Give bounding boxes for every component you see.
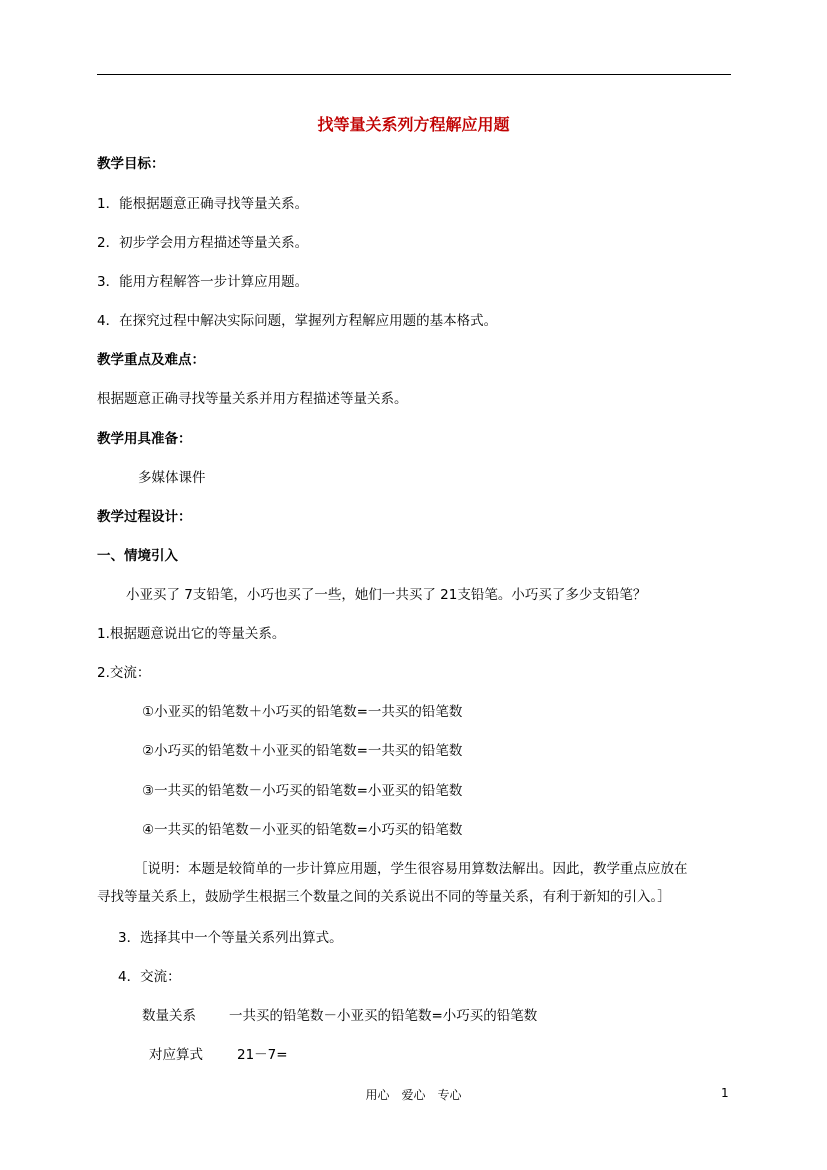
- relation-label: 数量关系: [142, 1008, 196, 1024]
- footer-text: 用心 爱心 专心: [365, 1088, 462, 1102]
- document-title: 找等量关系列方程解应用题: [317, 115, 510, 134]
- note-text-line-1: ［说明：本题是较简单的一步计算应用题，学生很容易用算数法解出。因此，教学重点应放在: [134, 861, 688, 877]
- relation-item: ③一共买的铅笔数－小巧买的铅笔数=小亚买的铅笔数: [142, 783, 463, 799]
- relation-value: 一共买的铅笔数－小亚买的铅笔数=小巧买的铅笔数: [229, 1008, 538, 1024]
- step-4: 4．交流：: [118, 969, 181, 985]
- section-heading: 一、情境引入: [97, 548, 178, 564]
- tools-heading: 教学用具准备：: [97, 431, 192, 447]
- relation-item: ②小巧买的铅笔数＋小亚买的铅笔数=一共买的铅笔数: [142, 743, 463, 759]
- objective-item: 2．初步学会用方程描述等量关系。: [97, 235, 309, 251]
- step-2: 2.交流：: [97, 665, 151, 681]
- relation-item: ④一共买的铅笔数－小亚买的铅笔数=小巧买的铅笔数: [142, 822, 463, 838]
- key-points-text: 根据题意正确寻找等量关系并用方程描述等量关系。: [97, 391, 408, 407]
- relation-item: ①小亚买的铅笔数＋小巧买的铅笔数=一共买的铅笔数: [142, 704, 463, 720]
- header-rule: [97, 74, 731, 75]
- tools-text: 多媒体课件: [138, 470, 206, 486]
- objective-item: 4．在探究过程中解决实际问题，掌握列方程解应用题的基本格式。: [97, 313, 498, 329]
- objective-item: 1．能根据题意正确寻找等量关系。: [97, 196, 309, 212]
- note-text-line-2: 寻找等量关系上，鼓励学生根据三个数量之间的关系说出不同的等量关系，有利于新知的引入。］: [97, 889, 671, 905]
- step-3: 3．选择其中一个等量关系列出算式。: [118, 930, 343, 946]
- formula-label: 对应算式: [149, 1047, 203, 1063]
- step-1: 1.根据题意说出它的等量关系。: [97, 626, 286, 642]
- formula-value: 21－7=: [237, 1047, 288, 1063]
- key-points-heading: 教学重点及难点：: [97, 352, 205, 368]
- objectives-heading: 教学目标：: [97, 156, 165, 172]
- objective-item: 3．能用方程解答一步计算应用题。: [97, 274, 309, 290]
- problem-text: 小亚买了 7支铅笔，小巧也买了一些，她们一共买了 21支铅笔。小巧买了多少支铅笔？: [126, 587, 647, 603]
- page-number: 1: [721, 1086, 729, 1100]
- process-heading: 教学过程设计：: [97, 509, 192, 525]
